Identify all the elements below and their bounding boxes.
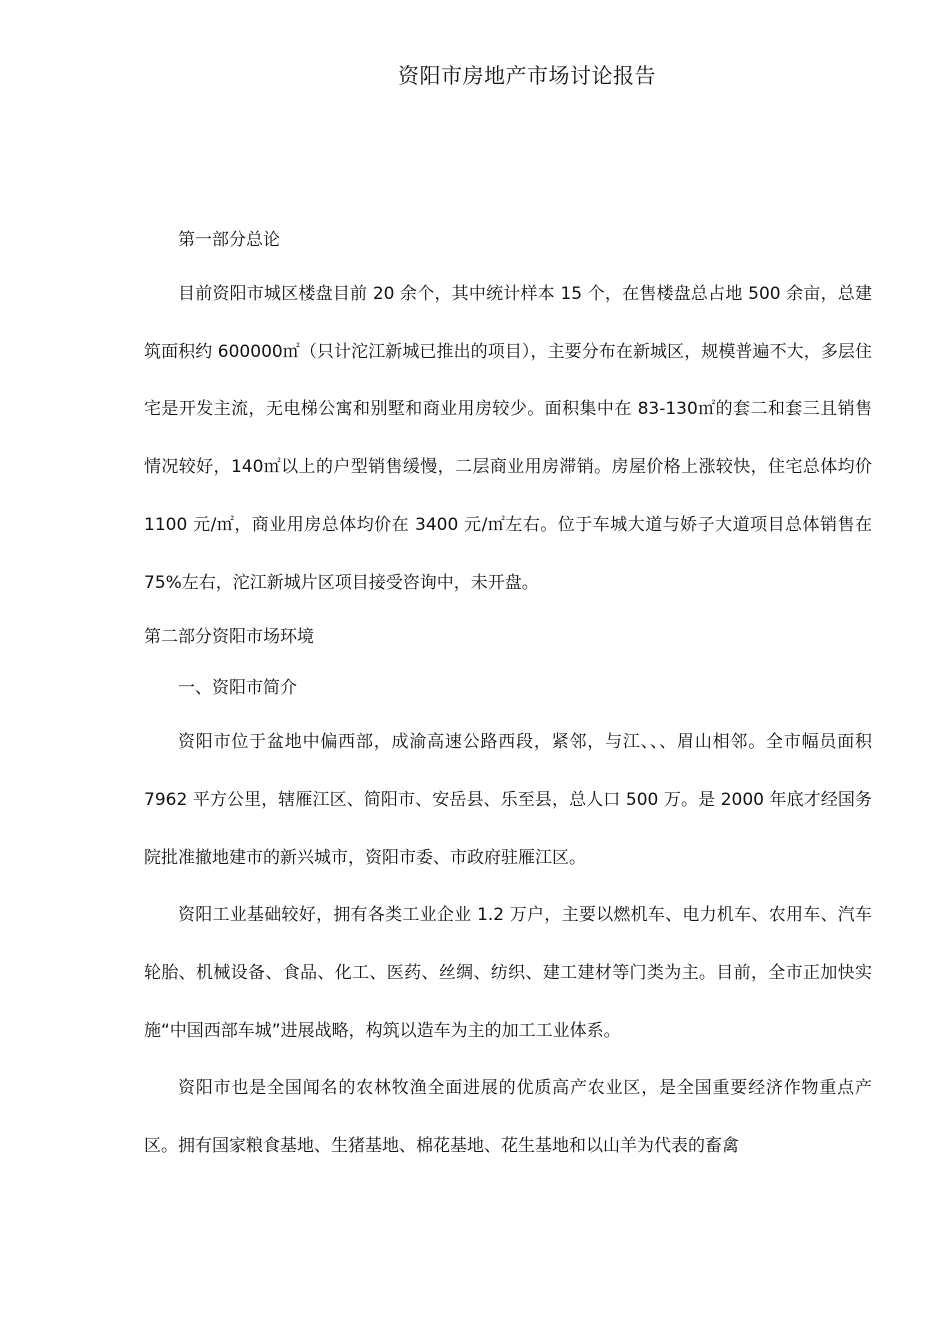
part2-paragraph-1: 资阳市位于盆地中偏西部，成渝高速公路西段，紧邻，与江、、、眉山相邻。全市幅员面积 7962 平方公里，辖雁江区、简阳市、安岳县、乐至县，总人口 500 万。是 2000 年底才经国务院批准撤地建市的新兴城市，资阳市委、市政府驻雁江区。 bbox=[144, 732, 872, 868]
document-title: 资阳市房地产市场讨论报告 bbox=[398, 64, 656, 88]
part2-paragraph-2: 资阳工业基础较好，拥有各类工业企业 1.2 万户，主要以燃机车、电力机车、农用车、汽车轮胎、机械设备、食品、化工、医药、丝绸、纺织、建工建材等门类为主。目前，全市正加快实施“中国西部车城”进展战略，构筑以造车为主的加工工业体系。 bbox=[144, 905, 872, 1041]
part1-heading: 第一部分总论 bbox=[178, 230, 280, 250]
document-body bbox=[144, 215, 872, 1176]
part2-subheading: 一、资阳市简介 bbox=[178, 678, 297, 699]
part1-paragraph: 目前资阳市城区楼盘目前 20 余个，其中统计样本 15 个，在售楼盘总占地 500 余亩，总建筑面积约 600000㎡（只计沱江新城已推出的项目），主要分布在新城区，规模普遍不大，多层住宅是开发主流，无电梯公寓和别墅和商业用房较少。面积集中在 83-130㎡的套二和套三且销售情况较好，140㎡以上的户型销售缓慢，二层商业用房滞销。房屋价格上涨较快，住宅总体均价 1100 元/㎡，商业用房总体均价在 3400 元/㎡左右。位于车城大道与娇子大道项目总体销售在 75%左右，沱江新城片区项目接受咨询中，未开盘。 bbox=[144, 284, 872, 593]
part2-heading: 第二部分资阳市场环境 bbox=[144, 627, 314, 648]
part2-paragraph-3: 资阳市也是全国闻名的农林牧渔全面进展的优质高产农业区，是全国重要经济作物重点产区。拥有国家粮食基地、生猪基地、棉花基地、花生基地和以山羊为代表的畜禽 bbox=[144, 1078, 872, 1157]
